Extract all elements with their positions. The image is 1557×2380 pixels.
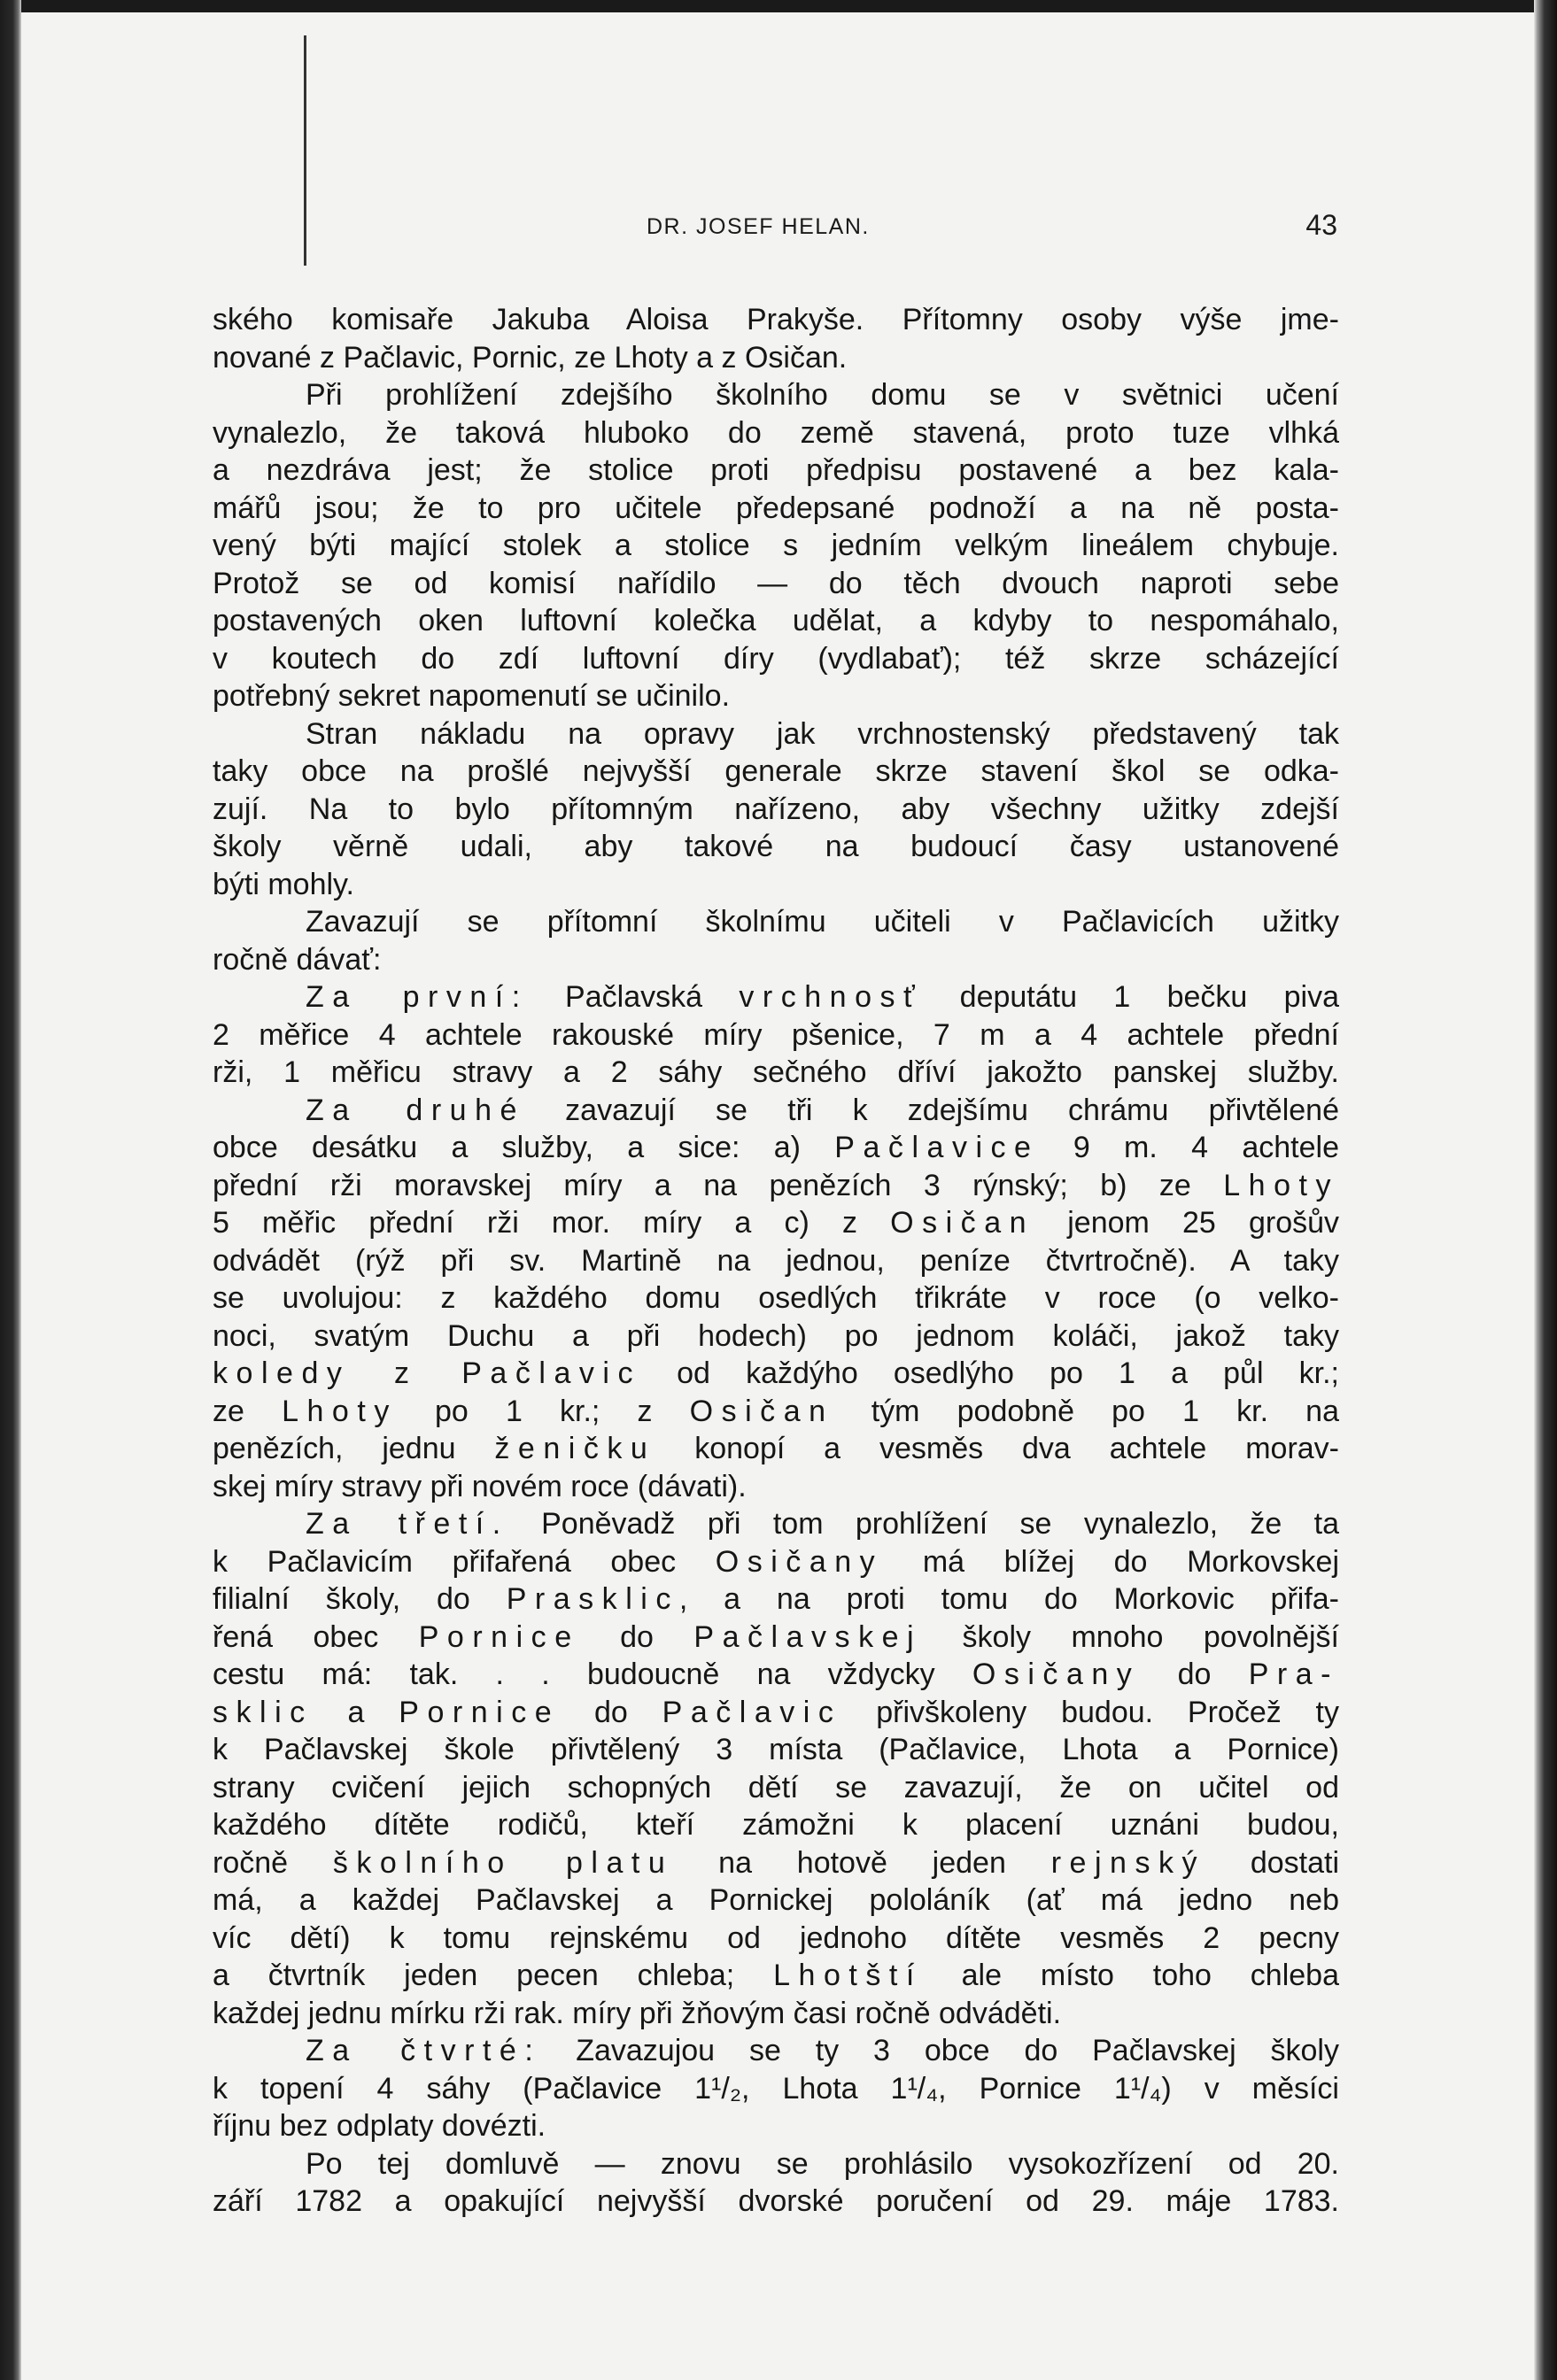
- spaced-text: Lhoty: [1223, 1168, 1339, 1202]
- text-run: tým podobně po 1 kr. na: [833, 1394, 1339, 1428]
- text-run: do: [1140, 1658, 1249, 1691]
- text-line: Zavazují se přítomní školnímu učiteli v Pačlavicích užitky: [306, 905, 1339, 939]
- text-line: září 1782 a opakující nejvyšší dvorské poručení od 29. máje 1783.: [213, 2184, 1339, 2218]
- text-line: [213, 1619, 1339, 1657]
- text-run: penězích, jednu: [213, 1432, 495, 1465]
- text-line: k Pačlavskej škole přivtělený 3 místa (Pačlavice, Lhota a Pornice): [213, 1733, 1339, 1766]
- text-run: a: [313, 1695, 399, 1729]
- text-run: přední rži moravskej míry a na penězích 3 rýnský; b) ze: [213, 1168, 1224, 1202]
- spaced-text: vrchnosť: [739, 980, 924, 1014]
- text-run: Zavazujou se ty 3 obce do Pačlavskej školy: [541, 2034, 1339, 2067]
- text-line: nované z Pačlavic, Pornic, ze Lhoty a z Osičan.: [213, 340, 848, 375]
- text-line: [213, 1204, 1339, 1242]
- text-run: filialní školy, do: [213, 1582, 507, 1616]
- spaced-text: ženičku: [494, 1432, 656, 1465]
- text-line: ského komisaře Jakuba Aloisa Prakyše. Přítomny osoby výše jme-: [213, 303, 1339, 336]
- spaced-text: sklic: [213, 1695, 314, 1729]
- text-line: postavených oken luftovní kolečka udělat, a kdyby to nespomáhalo,: [213, 604, 1339, 638]
- text-line: odvádět (rýž při sv. Martině na jednou, peníze čtvrtročně). A taky: [213, 1243, 1339, 1278]
- text-line: potřebný sekret napomenutí se učinilo.: [213, 679, 731, 713]
- text-run: dostati: [1205, 1845, 1339, 1880]
- text-run: do: [560, 1695, 662, 1729]
- spaced-text: Osičany: [715, 1544, 884, 1579]
- text-line: [213, 1505, 1339, 1543]
- text-run: 9 m. 4 achtele: [1039, 1131, 1339, 1164]
- text-line: [213, 1580, 1339, 1619]
- text-run: přivškoleny budou. Pročež ty: [841, 1695, 1339, 1729]
- text-line: se uvolujou: z každého domu osedlých třikráte v roce (o velko-: [213, 1281, 1339, 1315]
- spaced-text: Pačlavskej: [693, 1619, 923, 1654]
- text-run: zavazují se tři k zdejšímu chrámu přivtělené: [524, 1093, 1339, 1127]
- text-line: ročně dávať:: [213, 942, 382, 977]
- text-line: zují. Na to bylo přítomným nařízeno, aby všechny užitky zdejší: [213, 792, 1339, 826]
- text-line: rži, 1 měřicu stravy a 2 sáhy sečného dříví jakožto panskej služby.: [213, 1055, 1339, 1089]
- running-head: DR. JOSEF HELAN.: [647, 214, 870, 239]
- spaced-text: Osičan: [890, 1206, 1035, 1240]
- text-line: říjnu bez odplaty dovézti.: [213, 2109, 546, 2143]
- text-run: ročně: [213, 1845, 333, 1880]
- text-run: ze: [213, 1394, 283, 1428]
- text-run: ale místo toho chleba: [922, 1959, 1339, 1992]
- text-line: každej jednu mírku rži rak. míry při žňovým časi ročně odváděti.: [213, 1996, 1062, 2030]
- page-number: 43: [1305, 209, 1337, 241]
- text-line: vynalezlo, že taková hluboko do země stavená, proto tuze vlhká: [213, 415, 1339, 450]
- text-line: [213, 1656, 1339, 1694]
- text-line: [213, 1355, 1339, 1393]
- scan-edge-right: [1534, 0, 1557, 2380]
- text-line: [213, 1092, 1339, 1130]
- text-run: konopí a vesměs dva achtele morav-: [655, 1432, 1339, 1465]
- text-line: [213, 1957, 1339, 1995]
- text-line: [213, 1430, 1339, 1468]
- spaced-text: Prasklic: [506, 1582, 679, 1616]
- text-line: vený býti mající stolek a stolice s jedním velkým lineálem chybuje.: [213, 529, 1339, 562]
- text-line: školy věrně udali, aby takové na budoucí časy ustanovené: [213, 830, 1339, 863]
- text-run: Pačlavská: [528, 980, 740, 1014]
- text-line: Při prohlížení zdejšího školního domu se v světnici učení: [306, 378, 1339, 412]
- body-text: [213, 301, 1339, 2221]
- text-run: má blížej do Morkovskej: [883, 1544, 1339, 1579]
- text-run: jenom 25 grošův: [1034, 1206, 1339, 1240]
- text-line: noci, svatým Duchu a při hodech) po jednom koláči, jakož taky: [213, 1318, 1339, 1353]
- text-line: býti mohly.: [213, 867, 354, 901]
- spaced-text: Pačlavice: [834, 1131, 1040, 1164]
- text-run: 5 měřic přední rži mor. míry a c) z: [213, 1206, 891, 1240]
- text-line: [213, 1543, 1339, 1581]
- spaced-text: školního platu: [332, 1845, 674, 1880]
- text-line: Po tej domluvě — znovu se prohlásilo vysokozřízení od 20.: [306, 2146, 1339, 2181]
- spaced-text: Lhotští: [773, 1959, 923, 1992]
- text-line: strany cvičení jejich schopných dětí se zavazují, že on učitel od: [213, 1770, 1339, 1804]
- spaced-text: Pačlavic: [662, 1695, 842, 1729]
- text-line: [213, 1393, 1339, 1431]
- text-run: deputátu 1 bečku piva: [923, 980, 1339, 1014]
- text-line: [213, 1129, 1339, 1167]
- spaced-text: rejnský: [1050, 1845, 1206, 1880]
- spaced-text: Pra-: [1248, 1658, 1339, 1691]
- scan-edge-left: [0, 0, 21, 2380]
- text-line: mářů jsou; že to pro učitele předepsané podnoží a na ně posta-: [213, 491, 1339, 525]
- spaced-text: Lhoty: [282, 1394, 398, 1428]
- text-line: 2 měřice 4 achtele rakouské míry pšenice, 7 m a 4 achtele přední: [213, 1017, 1339, 1052]
- spaced-text: Za čtvrté:: [306, 2034, 542, 2067]
- text-run: Poněvadž při tom prohlížení se vynalezlo, že ta: [508, 1507, 1339, 1541]
- text-line: [213, 1167, 1339, 1205]
- text-run: k Pačlavicím přifařená obec: [213, 1544, 716, 1579]
- text-line: skej míry stravy při novém roce (dávati).: [213, 1469, 747, 1503]
- spaced-text: Pornice: [399, 1695, 561, 1729]
- text-run: obce desátku a služby, a sice: a): [213, 1131, 835, 1164]
- text-line: [213, 1844, 1339, 1882]
- text-run: školy mnoho povolnější: [922, 1619, 1339, 1654]
- text-line: k topení 4 sáhy (Pačlavice 1¹/₂, Lhota 1¹/₄, Pornice 1¹/₄) v měsíci: [213, 2071, 1339, 2106]
- text-run: cestu má: tak. . . budoucně na vždycky: [213, 1658, 972, 1691]
- text-line: víc dětí) k tomu rejnskému od jednoho dítěte vesměs 2 pecny: [213, 1920, 1339, 1955]
- spaced-text: Za třetí.: [306, 1507, 509, 1541]
- text-line: má, a každej Pačlavskej a Pornickej pololáník (ať má jedno neb: [213, 1883, 1339, 1917]
- text-run: a čtvrtník jeden pecen chleba;: [213, 1959, 774, 1992]
- spaced-text: Osičany: [972, 1658, 1141, 1691]
- text-line: a nezdráva jest; že stolice proti předpisu postavené a bez kala-: [213, 453, 1339, 487]
- spaced-text: Za druhé: [306, 1093, 525, 1127]
- text-run: po 1 kr.; z: [397, 1394, 690, 1428]
- text-line: v koutech do zdí luftovní díry (vydlabať); též skrze scházející: [213, 641, 1339, 676]
- text-line: [213, 2032, 1339, 2070]
- scan-edge-top: [0, 0, 1557, 12]
- spaced-text: Osičan: [689, 1394, 834, 1428]
- text-line: [213, 1694, 1339, 1732]
- text-run: do: [579, 1619, 694, 1654]
- text-run: od každýho osedlýho po 1 a půl kr.;: [641, 1356, 1339, 1390]
- spaced-text: koledy z Pačlavic: [213, 1356, 641, 1390]
- spaced-text: Pornice: [418, 1619, 580, 1654]
- text-run: , a na proti tomu do Morkovic přifa-: [678, 1582, 1339, 1616]
- text-line: taky obce na prošlé nejvyšší generale skrze stavení škol se odka-: [213, 754, 1339, 788]
- text-line: Protož se od komisí nařídilo — do těch dvouch naproti sebe: [213, 566, 1339, 600]
- text-line: každého dítěte rodičů, kteří zámožni k placení uznáni budou,: [213, 1808, 1339, 1842]
- page-header: [213, 209, 1364, 244]
- text-run: řená obec: [213, 1619, 419, 1654]
- text-line: Stran nákladu na opravy jak vrchnostenský představený tak: [306, 716, 1339, 751]
- text-line: [213, 978, 1339, 1016]
- text-run: na hotově jeden: [673, 1845, 1051, 1880]
- spaced-text: Za první:: [306, 980, 529, 1014]
